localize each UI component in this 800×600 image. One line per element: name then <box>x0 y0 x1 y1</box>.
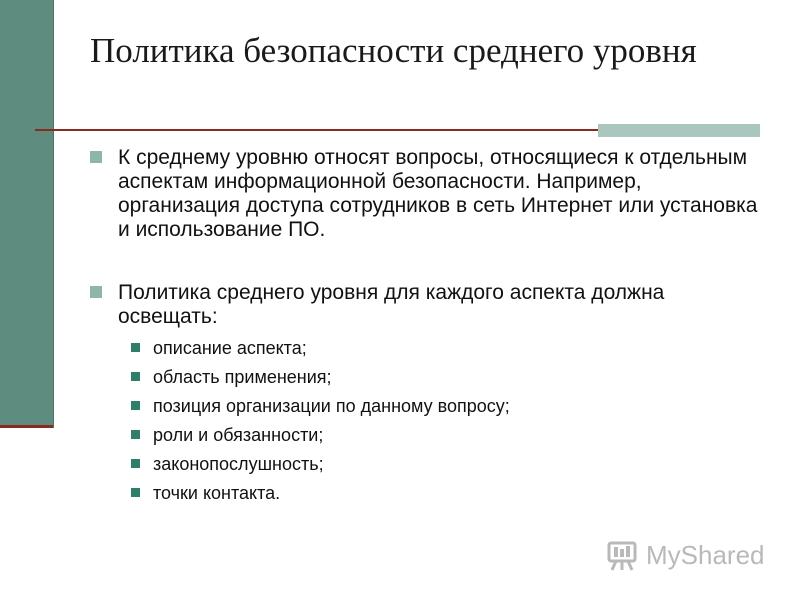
sub-bullet-marker <box>131 343 140 352</box>
bullet-text: Политика среднего уровня для каждого аспекта должна освещать: <box>118 281 665 328</box>
sidebar-decoration <box>0 0 54 428</box>
sub-bullet-text: область применения; <box>153 367 332 387</box>
bullet-marker <box>90 151 102 163</box>
sub-bullet-marker <box>131 459 140 468</box>
sub-bullet-text: роли и обязанности; <box>153 425 324 445</box>
sub-bullet-text: точки контакта. <box>153 483 281 503</box>
logo-text: MyShared <box>646 540 765 570</box>
title-rule-block <box>598 124 760 137</box>
sub-bullet-marker <box>131 372 140 381</box>
bullet-text: К среднему уровню относят вопросы, относящиеся к отдельным аспектам информационной безопасности. Например, организация доступа сотрудников в сеть Интернет или установка и использование ПО. <box>118 146 758 241</box>
slide-title: Политика безопасности среднего уровня <box>90 31 697 70</box>
sub-bullet-text: законопослушность; <box>153 454 324 474</box>
sidebar-accent-line <box>0 425 53 428</box>
myshared-logo-icon <box>606 537 642 573</box>
sub-bullet-marker <box>131 430 140 439</box>
bullet-marker <box>90 286 102 298</box>
sub-bullet-marker <box>131 488 140 497</box>
sub-bullet-text: позиция организации по данному вопросу; <box>153 396 510 416</box>
sub-bullet-marker <box>131 401 140 410</box>
myshared-logo[interactable] <box>606 537 766 573</box>
sub-bullet-text: описание аспекта; <box>153 338 307 358</box>
